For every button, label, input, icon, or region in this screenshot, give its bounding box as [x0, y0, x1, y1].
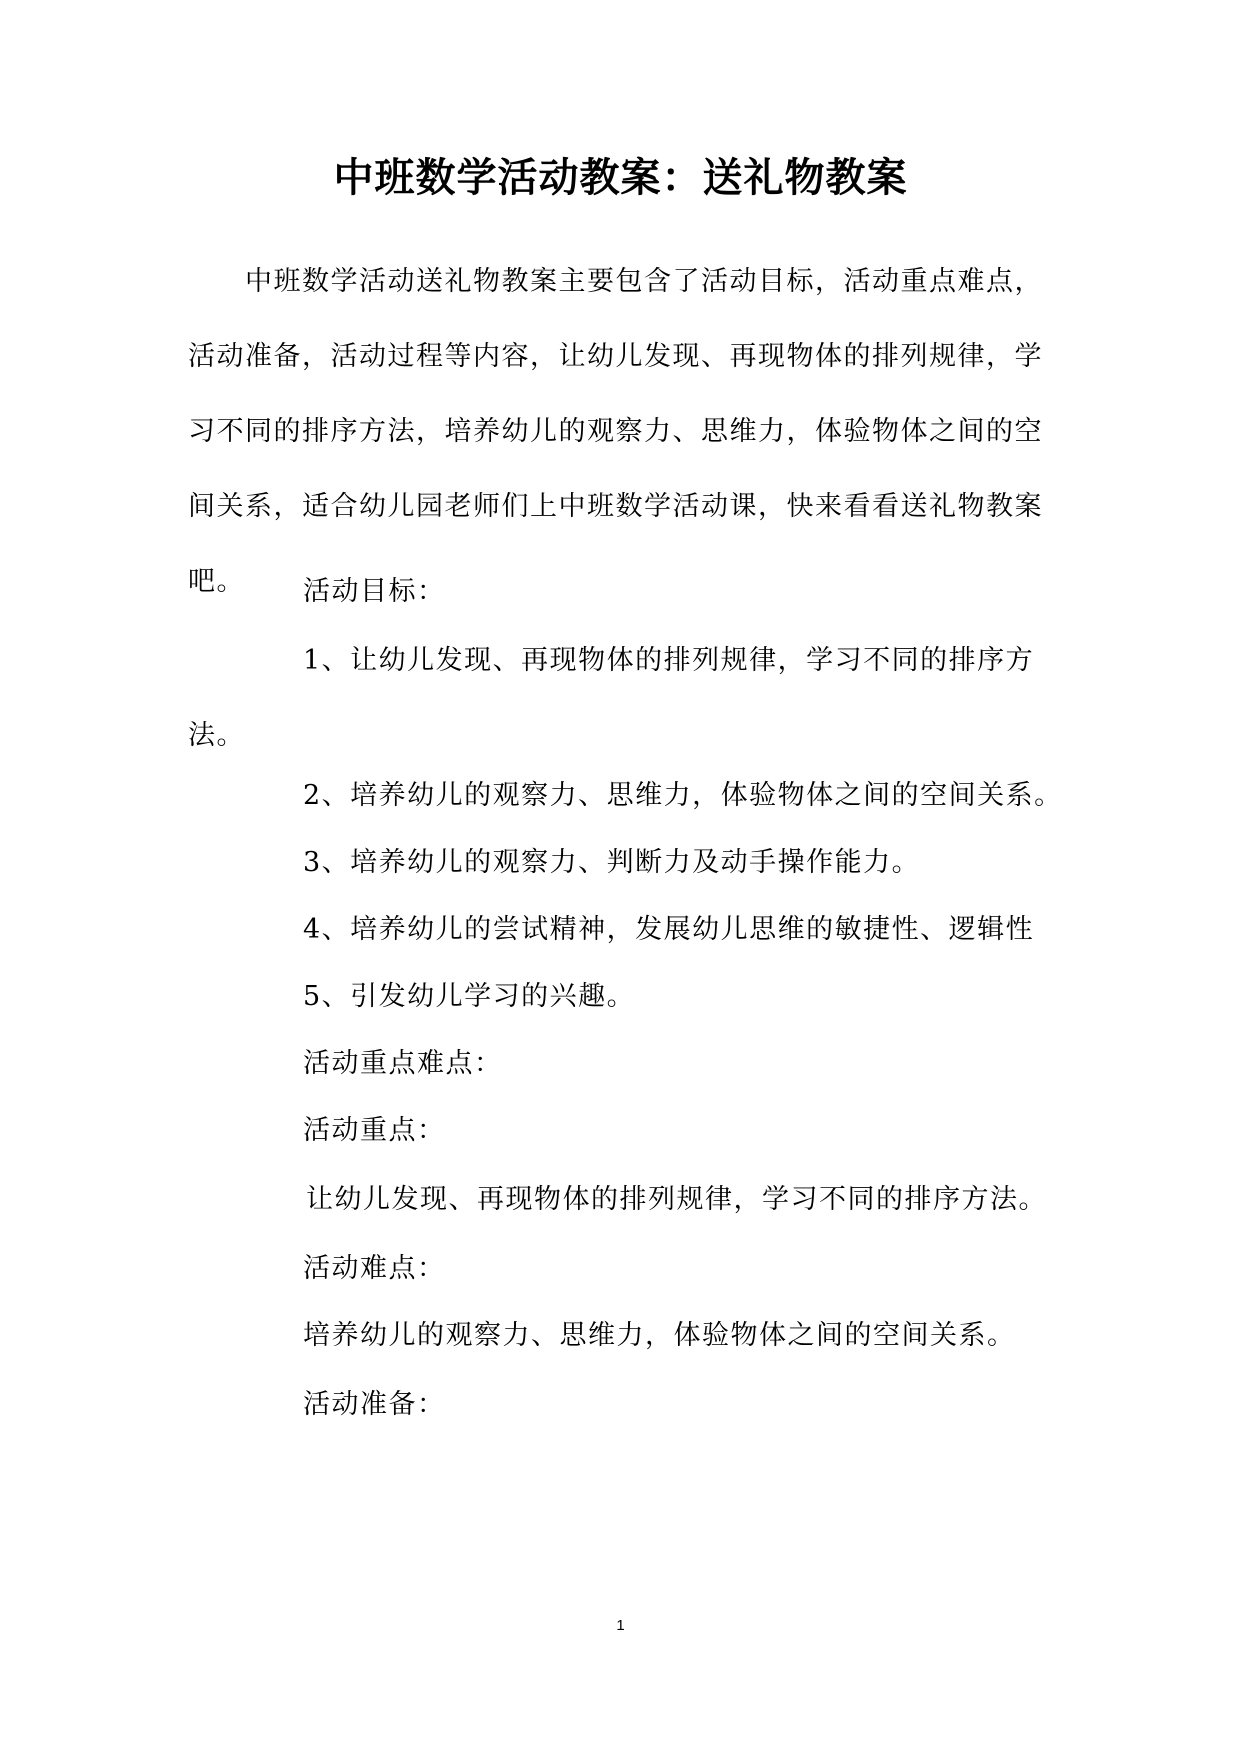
key-difficult-heading: 活动重点难点： [303, 1048, 503, 1079]
difficult-point-text: 培养幼儿的观察力、思维力，体验物体之间的空间关系。 [303, 1320, 1016, 1351]
difficult-point-heading: 活动难点： [303, 1253, 446, 1284]
goals-heading: 活动目标： [303, 576, 446, 607]
goal-item-1: 1、让幼儿发现、再现物体的排列规律，学习不同的排序方法。 [188, 645, 1035, 751]
goal-item-5: 5、引发幼儿学习的兴趣。 [303, 981, 636, 1012]
page-number: 1 [616, 1617, 625, 1634]
intro-paragraph: 中班数学活动送礼物教案主要包含了活动目标，活动重点难点，活动准备，活动过程等内容，让幼儿发现、再现物体的排列规律，学习不同的排序方法，培养幼儿的观察力、思维力，体验物体之间的空间关系，适合幼儿园老师们上中班数学活动课，快来看看送礼物教案吧。 [188, 266, 1043, 597]
preparation-heading: 活动准备： [303, 1389, 446, 1420]
key-point-heading: 活动重点： [303, 1115, 446, 1146]
goal-item-2: 2、培养幼儿的观察力、思维力，体验物体之间的空间关系。 [303, 780, 1063, 811]
key-point-text: 让幼儿发现、再现物体的排列规律，学习不同的排序方法。 [306, 1184, 1047, 1215]
goal-item-4: 4、培养幼儿的尝试精神，发展幼儿思维的敏捷性、逻辑性 [303, 914, 1035, 945]
document-title: 中班数学活动教案：送礼物教案 [333, 155, 908, 201]
goal-item-3: 3、培养幼儿的观察力、判断力及动手操作能力。 [303, 847, 921, 878]
